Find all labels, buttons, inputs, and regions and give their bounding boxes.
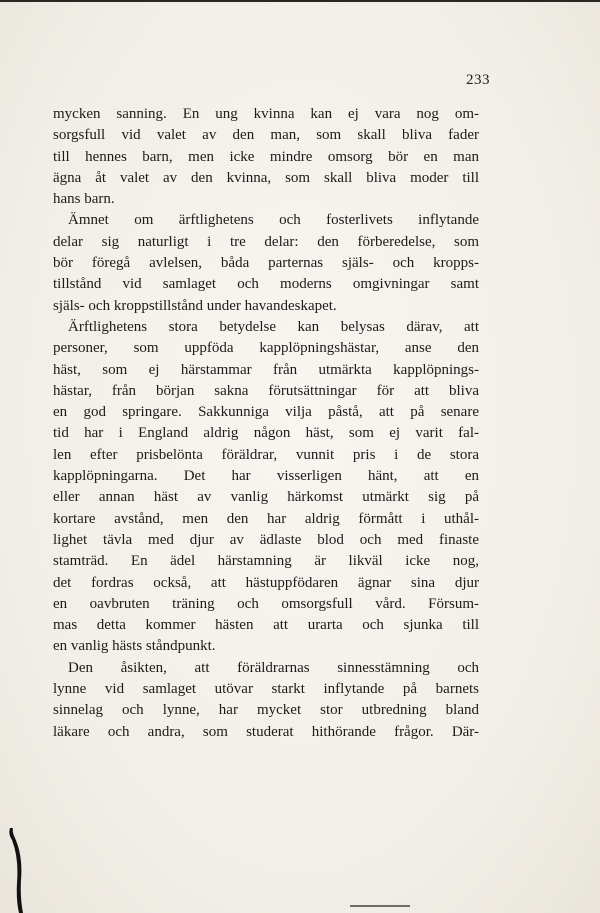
text-line: lighet tävla med djur av ädlaste blod och med finaste [53, 531, 479, 548]
text-line: till hennes barn, men icke mindre omsorg bör en man [53, 148, 479, 165]
text-line: bör föregå avlelsen, båda parternas själs- och kropps- [53, 255, 479, 272]
text-line: mycken sanning. En ung kvinna kan ej vara nog om- [53, 106, 479, 122]
text-line: hans barn. [53, 191, 115, 208]
text-line: len efter prisbelönta föräldrar, vunnit pris i de stora [53, 446, 479, 463]
text-line: det fordras också, att hästuppfödaren ägnar sina djur [53, 574, 479, 591]
page-number: 233 [466, 72, 490, 88]
bottom-edge-mark [350, 905, 410, 907]
text-line: tid har i England aldrig någon häst, som ej varit fal- [53, 425, 479, 442]
text-line: personer, som uppföda kapplöpningshästar, anse den [53, 340, 479, 357]
text-line: Ämnet om ärftlighetens och fosterlivets inflytande [68, 212, 479, 229]
binding-shadow-mark [6, 828, 24, 913]
body-text [53, 104, 479, 743]
text-line: lynne vid samlaget utövar starkt inflytande på barnets [53, 681, 479, 698]
text-line: eller annan häst av vanlig härkomst utmärkt sig på [53, 489, 479, 506]
text-line: Ärftlighetens stora betydelse kan belysas därav, att [68, 318, 479, 335]
text-line: delar sig naturligt i tre delar: den förberedelse, som [53, 233, 479, 250]
text-line: själs- och kroppstillstånd under havandeskapet. [53, 297, 337, 314]
text-line: sorgsfull vid valet av den man, som skall bliva fader [53, 127, 479, 144]
text-line: tillstånd vid samlaget och moderns omgivningar samt [53, 276, 479, 293]
text-line: en god springare. Sakkunniga vilja påstå, att på senare [53, 404, 479, 421]
text-line: läkare och andra, som studerat hithörande frågor. Där- [53, 723, 479, 740]
page-top-edge [0, 0, 600, 2]
text-line: en oavbruten träning och omsorgsfull vård. Försum- [53, 595, 479, 612]
text-line: ägna åt valet av den kvinna, som skall bliva moder till [53, 169, 479, 186]
text-line: häst, som ej härstammar från utmärkta kapplöpnings- [53, 361, 479, 378]
text-line: Den åsikten, att föräldrarnas sinnesstämning och [68, 659, 479, 676]
text-line: hästar, från början sakna förutsättningar för att bliva [53, 382, 479, 399]
text-line: kapplöpningarna. Det har visserligen hänt, att en [53, 468, 479, 485]
text-line: kortare avstånd, men den har aldrig förmått i uthål- [53, 510, 479, 527]
text-line: en vanlig hästs ståndpunkt. [53, 638, 216, 655]
text-line: mas detta kommer hästen att urarta och sjunka till [53, 617, 479, 634]
text-line: stamträd. En ädel härstamning är likväl icke nog, [53, 553, 479, 570]
text-line: sinnelag och lynne, har mycket stor utbredning bland [53, 702, 479, 719]
